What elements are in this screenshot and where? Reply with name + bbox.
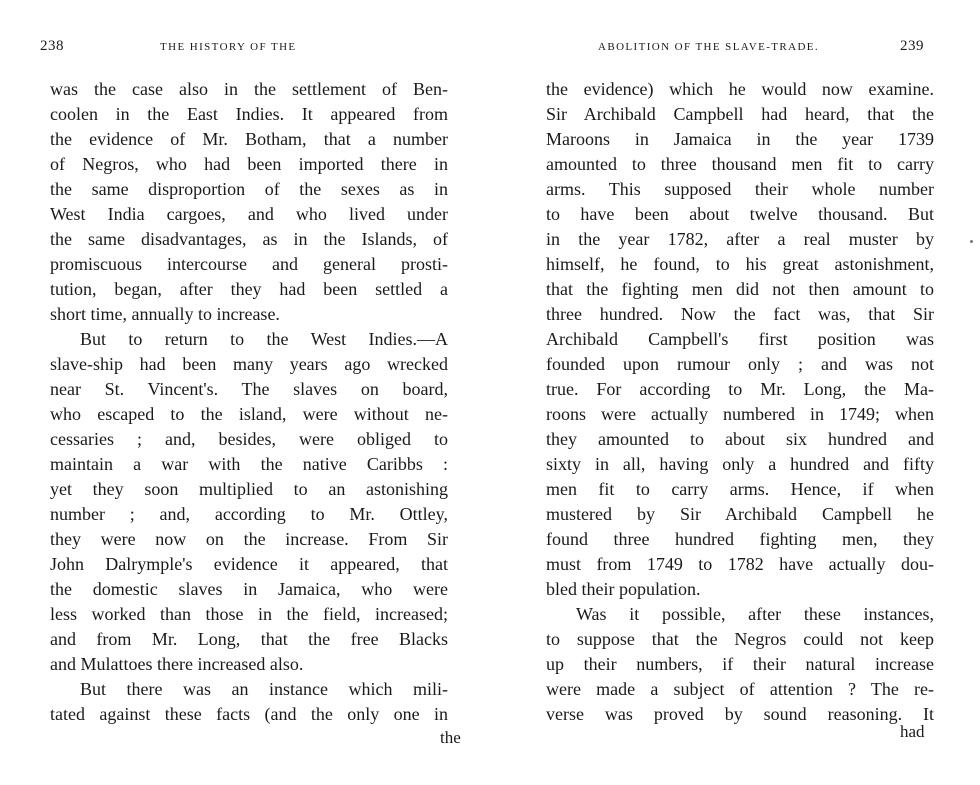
text-line: they amounted to about six hundred and (546, 429, 934, 449)
text-line: Maroons in Jamaica in the year 1739 (546, 129, 934, 149)
text-line: who escaped to the island, were without ne- (50, 404, 448, 424)
text-line: the domestic slaves in Jamaica, who were (50, 579, 448, 599)
text-line: was the case also in the settlement of Ben- (50, 79, 448, 99)
text-line: maintain a war with the native Caribbs : (50, 454, 448, 474)
text-line: the same disadvantages, as in the Islands, of (50, 229, 448, 249)
text-line: arms. This supposed their whole number (546, 179, 934, 199)
running-head: ABOLITION OF THE SLAVE-TRADE. (598, 41, 820, 53)
text-line: founded upon rumour only ; and was not (546, 354, 934, 374)
page-number: 239 (900, 38, 924, 54)
text-line: tated against these facts (and the only one in (50, 704, 448, 724)
text-line: the evidence) which he would now examine. (546, 79, 934, 99)
text-line: cessaries ; and, besides, were obliged to (50, 429, 448, 449)
text-line: But there was an instance which mili- (80, 679, 448, 699)
text-line: men fit to carry arms. Hence, if when (546, 479, 934, 499)
text-line: less worked than those in the field, increased; (50, 604, 448, 624)
text-line: to have been about twelve thousand. But (546, 204, 934, 224)
page-number: 238 (40, 38, 64, 54)
text-line: verse was proved by sound reasoning. It (546, 704, 934, 724)
text-line: they were now on the increase. From Sir (50, 529, 448, 549)
text-line: West India cargoes, and who lived under (50, 204, 448, 224)
text-line: true. For according to Mr. Long, the Ma- (546, 379, 934, 399)
text-line: number ; and, according to Mr. Ottley, (50, 504, 448, 524)
catchword: had (900, 722, 925, 741)
text-line: coolen in the East Indies. It appeared from (50, 104, 448, 124)
text-line: But to return to the West Indies.—A (80, 329, 448, 349)
body-text (546, 77, 934, 727)
text-line: bled their population. (546, 579, 701, 599)
body-text (50, 77, 448, 727)
text-line: promiscuous intercourse and general prosti- (50, 254, 448, 274)
text-line: in the year 1782, after a real muster by (546, 229, 934, 249)
text-line: near St. Vincent's. The slaves on board, (50, 379, 448, 399)
text-line: three hundred. Now the fact was, that Sir (546, 304, 934, 324)
text-line: himself, he found, to his great astonishment, (546, 254, 934, 274)
ink-speck (970, 240, 973, 243)
text-line: the evidence of Mr. Botham, that a number (50, 129, 448, 149)
text-line: of Negros, who had been imported there in (50, 154, 448, 174)
text-line: Was it possible, after these instances, (576, 604, 934, 624)
text-line: sixty in all, having only a hundred and fifty (546, 454, 934, 474)
text-line: amounted to three thousand men fit to carry (546, 154, 934, 174)
text-line: to suppose that the Negros could not keep (546, 629, 934, 649)
text-line: slave-ship had been many years ago wrecked (50, 354, 448, 374)
text-line: up their numbers, if their natural increase (546, 654, 934, 674)
text-line: and Mulattoes there increased also. (50, 654, 304, 674)
catchword: the (440, 728, 461, 747)
text-line: Archibald Campbell's first position was (546, 329, 934, 349)
text-line: mustered by Sir Archibald Campbell he (546, 504, 934, 524)
running-head: THE HISTORY OF THE (160, 41, 297, 53)
text-line: yet they soon multiplied to an astonishing (50, 479, 448, 499)
text-line: short time, annually to increase. (50, 304, 280, 324)
text-line: and from Mr. Long, that the free Blacks (50, 629, 448, 649)
text-line: tution, began, after they had been settled a (50, 279, 448, 299)
text-line: were made a subject of attention ? The re- (546, 679, 934, 699)
text-line: found three hundred fighting men, they (546, 529, 934, 549)
text-line: roons were actually numbered in 1749; when (546, 404, 934, 424)
text-line: the same disproportion of the sexes as in (50, 179, 448, 199)
text-line: Sir Archibald Campbell had heard, that the (546, 104, 934, 124)
text-line: must from 1749 to 1782 have actually dou- (546, 554, 934, 574)
text-line: John Dalrymple's evidence it appeared, that (50, 554, 448, 574)
text-line: that the fighting men did not then amount to (546, 279, 934, 299)
right-page (490, 0, 980, 785)
